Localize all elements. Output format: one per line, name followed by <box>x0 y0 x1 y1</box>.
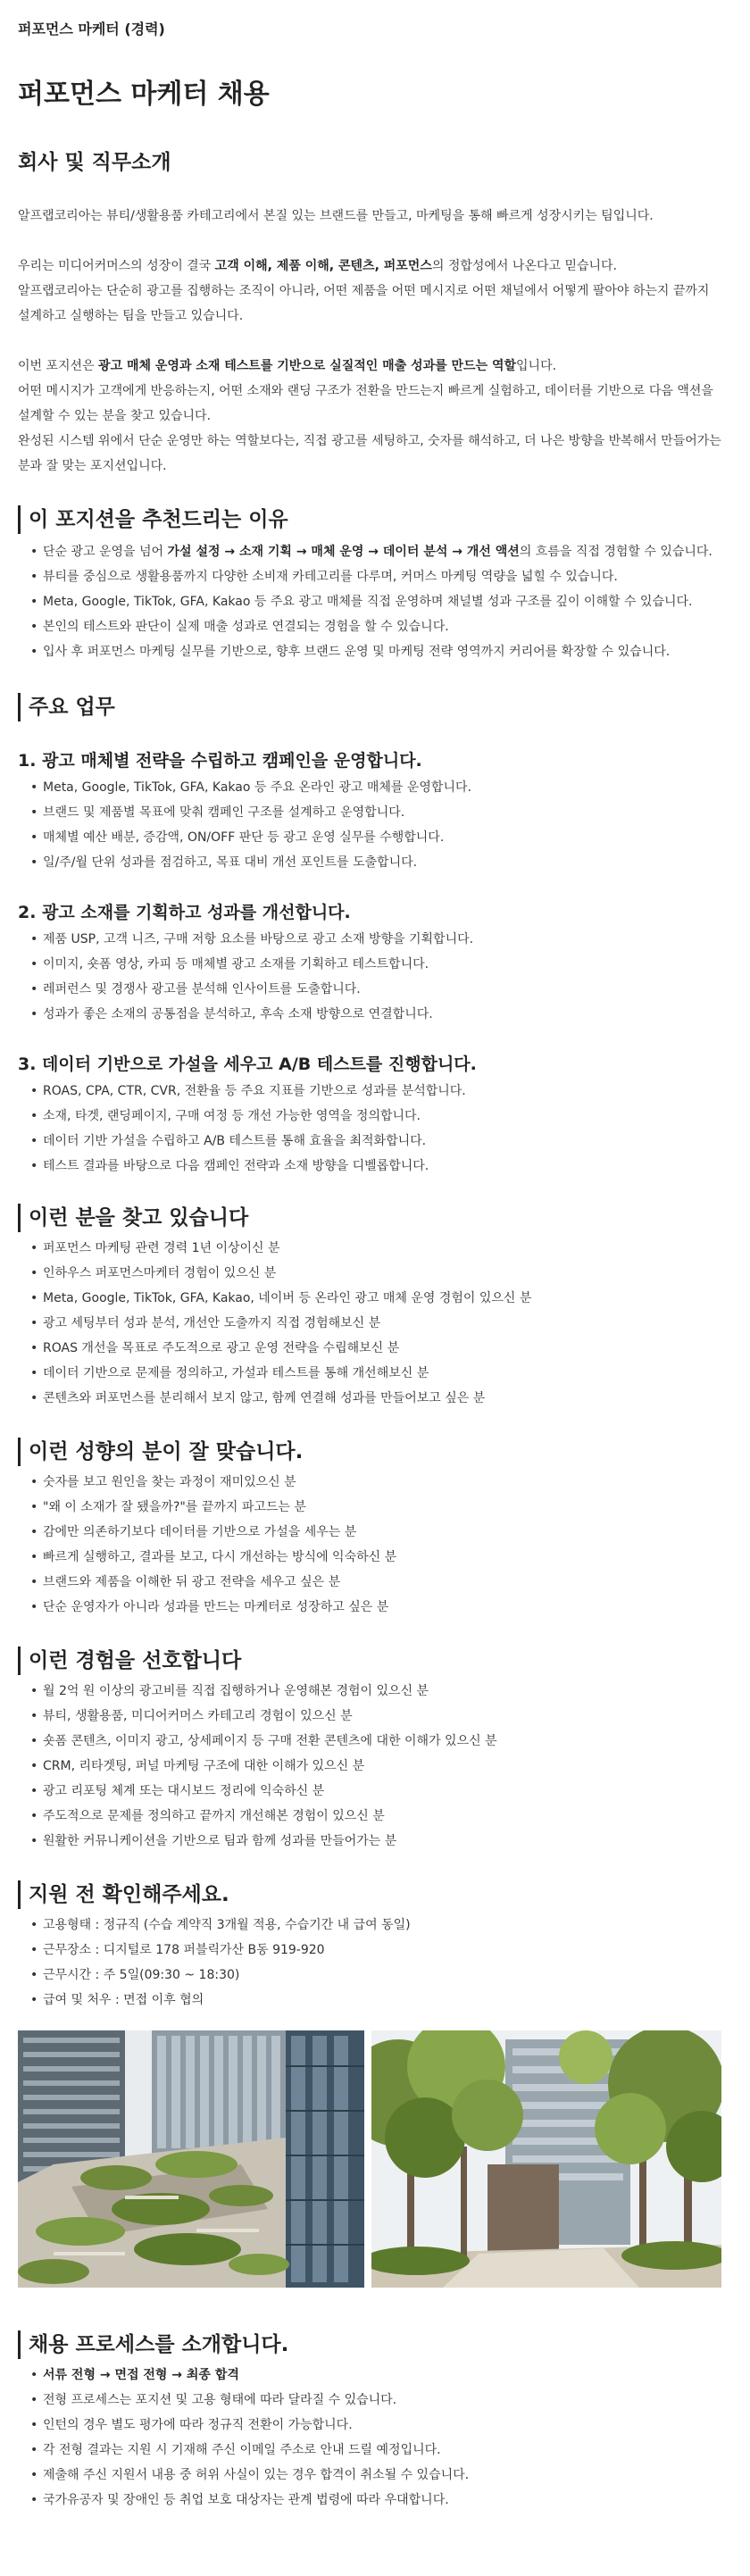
list-item: • 원활한 커뮤니케이션을 기반으로 팀과 함께 성과를 만들어가는 분 <box>30 1829 732 1854</box>
list-item: • 테스트 결과를 바탕으로 다음 캠페인 전략과 소재 방향을 디벨롭합니다. <box>30 1154 732 1179</box>
list-item: • 숏폼 콘텐츠, 이미지 광고, 상세페이지 등 구매 전환 콘텐츠에 대한 이해가 있으신 분 <box>30 1729 732 1754</box>
why-section <box>18 505 732 664</box>
text-run-bold: 광고 매체 운영과 소재 테스트를 기반으로 실질적인 매출 성과를 만드는 역할 <box>98 359 517 373</box>
notice-list <box>30 1913 732 2013</box>
list-item: • CRM, 리타겟팅, 퍼널 마케팅 구조에 대한 이해가 있으신 분 <box>30 1754 732 1779</box>
list-item: • Meta, Google, TikTok, GFA, Kakao, 네이버 등 온라인 광고 매체 운영 경험이 있으신 분 <box>30 1286 732 1311</box>
list-item: • 일/주/월 단위 성과를 점검하고, 목표 대비 개선 포인트를 도출합니다. <box>30 850 732 875</box>
list-item: • 고용형태 : 정규직 (수습 계약직 3개월 적용, 수습기간 내 급여 동일) <box>30 1913 732 1938</box>
list-item: • 숫자를 보고 원인을 찾는 과정이 재미있으신 분 <box>30 1470 732 1495</box>
seeking-list <box>30 1236 732 1411</box>
list-item: • 이미지, 숏폼 영상, 카피 등 매체별 광고 소재를 기획하고 테스트합니다. <box>30 952 732 977</box>
breadcrumb: 퍼포먼스 마케터 (경력) <box>18 21 165 38</box>
list-item: • 각 전형 결과는 지원 시 기재해 주신 이메일 주소로 안내 드릴 예정입니다. <box>30 2438 732 2463</box>
list-item: • ROAS 개선을 목표로 주도적으로 광고 운영 전략을 수립해보신 분 <box>30 1336 732 1361</box>
duty-list <box>30 927 732 1027</box>
list-item: • 전형 프로세스는 포지션 및 고용 형태에 따라 달라질 수 있습니다. <box>30 2388 732 2413</box>
list-item: • 브랜드 및 제품별 목표에 맞춰 캠페인 구조를 설계하고 운영합니다. <box>30 800 732 825</box>
duty-group-title: 2. 광고 소재를 기획하고 성과를 개선합니다. <box>18 903 351 922</box>
process-heading: 채용 프로세스를 소개합니다. <box>18 2330 732 2359</box>
text-run: 의 흐름을 직접 경험할 수 있습니다. <box>519 545 712 559</box>
duty-group-title: 3. 데이터 기반으로 가설을 세우고 A/B 테스트를 진행합니다. <box>18 1055 477 1074</box>
list-item: • 근무장소 : 디지털로 178 퍼블릭가산 B동 919-920 <box>30 1938 732 1963</box>
text-run: 우리는 미디어커머스의 성장이 결국 <box>18 259 215 273</box>
intro-heading: 회사 및 직무소개 <box>18 151 171 174</box>
list-item: • 데이터 기반 가설을 수립하고 A/B 테스트를 통해 효율을 최적화합니다. <box>30 1129 732 1154</box>
intro-paragraph: 어떤 메시지가 고객에게 반응하는지, 어떤 소재와 랜딩 구조가 전환을 만드는지 빠르게 실험하고, 데이터를 기반으로 다음 액션을 <box>18 384 713 398</box>
list-item: • 데이터 기반으로 문제를 정의하고, 가설과 테스트를 통해 개선해보신 분 <box>30 1361 732 1386</box>
fit-section <box>18 1438 732 1620</box>
process-section <box>18 2330 732 2513</box>
fit-heading: 이런 성향의 분이 잘 맞습니다. <box>18 1438 732 1466</box>
why-heading: 이 포지션을 추천드리는 이유 <box>18 505 732 534</box>
page-title: 퍼포먼스 마케터 채용 <box>18 79 270 110</box>
list-item: • 콘텐츠와 퍼포먼스를 분리해서 보지 않고, 함께 연결해 성과를 만들어보고 싶은 분 <box>30 1386 732 1411</box>
list-item: • 월 2억 원 이상의 광고비를 직접 집행하거나 운영해본 경험이 있으신 분 <box>30 1679 732 1704</box>
list-item: • 단순 운영자가 아니라 성과를 만드는 마케터로 성장하고 싶은 분 <box>30 1595 732 1620</box>
text-run-bold: 서류 전형 → 면접 전형 → 최종 합격 <box>43 2368 239 2382</box>
list-item: • 광고 리포팅 체계 또는 대시보드 정리에 익숙하신 분 <box>30 1779 732 1804</box>
notice-heading: 지원 전 확인해주세요. <box>18 1880 732 1909</box>
office-building-photo <box>18 2030 364 2288</box>
list-item: • 근무시간 : 주 5일(09:30 ~ 18:30) <box>30 1963 732 1988</box>
list-item: • 퍼포먼스 마케팅 관련 경력 1년 이상이신 분 <box>30 1236 732 1261</box>
duty-list <box>30 1079 732 1179</box>
list-item: • 감에만 의존하기보다 데이터를 기반으로 가설을 세우는 분 <box>30 1520 732 1545</box>
list-item: • 소재, 타겟, 랜딩페이지, 구매 여정 등 개선 가능한 영역을 정의합니다. <box>30 1104 732 1129</box>
process-list <box>30 2363 732 2513</box>
list-item: • 본인의 테스트와 판단이 실제 매출 성과로 연결되는 경험을 할 수 있습니다. <box>30 614 732 639</box>
seeking-heading: 이런 분을 찾고 있습니다 <box>18 1204 732 1232</box>
intro-paragraph: 알프랩코리아는 단순히 광고를 집행하는 조직이 아니라, 어떤 제품을 어떤 메시지로 어떤 채널에서 어떻게 팔아야 하는지 끝까지 <box>18 284 710 298</box>
list-item: • Meta, Google, TikTok, GFA, Kakao 등 주요 광고 매체를 직접 운영하며 채널별 성과 구조를 깊이 이해할 수 있습니다. <box>30 589 732 614</box>
list-item: • 입사 후 퍼포먼스 마케팅 실무를 기반으로, 향후 브랜드 운영 및 마케팅 전략 영역까지 커리어를 확장할 수 있습니다. <box>30 639 732 664</box>
text-run: 단순 광고 운영을 넘어 <box>43 545 168 559</box>
office-photos <box>18 2030 732 2288</box>
intro-paragraph: 분과 잘 맞는 포지션입니다. <box>18 459 167 473</box>
list-item: • 제출해 주신 지원서 내용 중 허위 사실이 있는 경우 합격이 취소될 수 있습니다. <box>30 2463 732 2488</box>
list-item <box>30 2363 732 2388</box>
list-item: • "왜 이 소재가 잘 됐을까?"를 끝까지 파고드는 분 <box>30 1495 732 1520</box>
duties-heading: 주요 업무 <box>18 693 732 721</box>
list-item: • 주도적으로 문제를 정의하고 끝까지 개선해본 경험이 있으신 분 <box>30 1804 732 1829</box>
list-item <box>30 539 732 564</box>
duties-section <box>18 693 732 1179</box>
list-item: • ROAS, CPA, CTR, CVR, 전환율 등 주요 지표를 기반으로 성과를 분석합니다. <box>30 1079 732 1104</box>
list-item: • 레퍼런스 및 경쟁사 광고를 분석해 인사이트를 도출합니다. <box>30 977 732 1002</box>
list-item: • 매체별 예산 배분, 증감액, ON/OFF 판단 등 광고 운영 실무를 수행합니다. <box>30 825 732 850</box>
duty-list <box>30 775 732 875</box>
list-item: • 인하우스 퍼포먼스마케터 경험이 있으신 분 <box>30 1261 732 1286</box>
list-item: • 제품 USP, 고객 니즈, 구매 저항 요소를 바탕으로 광고 소재 방향을 기획합니다. <box>30 927 732 952</box>
fit-list <box>30 1470 732 1620</box>
intro-paragraph: 알프랩코리아는 뷰티/생활용품 카테고리에서 본질 있는 브랜드를 만들고, 마케팅을 통해 빠르게 성장시키는 팀입니다. <box>18 209 654 223</box>
preferred-heading: 이런 경험을 선호합니다 <box>18 1646 732 1675</box>
list-item: • 국가유공자 및 장애인 등 취업 보호 대상자는 관계 법령에 따라 우대합니다. <box>30 2488 732 2513</box>
list-item: • 인턴의 경우 별도 평가에 따라 정규직 전환이 가능합니다. <box>30 2413 732 2438</box>
list-item: • 광고 세팅부터 성과 분석, 개선안 도출까지 직접 경험해보신 분 <box>30 1311 732 1336</box>
list-item: • 브랜드와 제품을 이해한 뒤 광고 전략을 세우고 싶은 분 <box>30 1570 732 1595</box>
list-item: • 뷰티, 생활용품, 미디어커머스 카테고리 경험이 있으신 분 <box>30 1704 732 1729</box>
text-run-bold: 가설 설정 → 소재 기획 → 매체 운영 → 데이터 분석 → 개선 액션 <box>167 545 520 559</box>
list-item: • Meta, Google, TikTok, GFA, Kakao 등 주요 온라인 광고 매체를 운영합니다. <box>30 775 732 800</box>
text-run: 입니다. <box>516 359 557 373</box>
intro-paragraph: 설계할 수 있는 분을 찾고 있습니다. <box>18 409 212 423</box>
intro-paragraph <box>18 254 732 279</box>
intro-paragraph: 완성된 시스템 위에서 단순 운영만 하는 역할보다는, 직접 광고를 세팅하고, 숫자를 해석하고, 더 나은 방향을 반복해서 만들어가는 <box>18 434 721 448</box>
seeking-section <box>18 1204 732 1411</box>
duty-group-title: 1. 광고 매체별 전략을 수립하고 캠페인을 운영합니다. <box>18 751 422 771</box>
text-run: 이번 포지션은 <box>18 359 99 373</box>
text-run: 의 정합성에서 나온다고 믿습니다. <box>431 259 617 273</box>
intro-section <box>18 148 732 479</box>
list-item: • 뷰티를 중심으로 생활용품까지 다양한 소비재 카테고리를 다루며, 커머스 마케팅 역량을 넓힐 수 있습니다. <box>30 564 732 589</box>
preferred-list <box>30 1679 732 1854</box>
intro-paragraph: 설계하고 실행하는 팀을 만들고 있습니다. <box>18 309 244 323</box>
list-item: • 성과가 좋은 소재의 공통점을 분석하고, 후속 소재 방향으로 연결합니다. <box>30 1002 732 1027</box>
why-list <box>30 539 732 664</box>
list-item: • 급여 및 처우 : 면접 이후 협의 <box>30 1988 732 2013</box>
preferred-section <box>18 1646 732 1854</box>
plaza-photo <box>371 2030 721 2288</box>
text-run-bold: 고객 이해, 제품 이해, 콘텐츠, 퍼포먼스 <box>214 259 432 273</box>
list-item: • 빠르게 실행하고, 결과를 보고, 다시 개선하는 방식에 익숙하신 분 <box>30 1545 732 1570</box>
notice-section <box>18 1880 732 2288</box>
intro-paragraph <box>18 354 732 379</box>
